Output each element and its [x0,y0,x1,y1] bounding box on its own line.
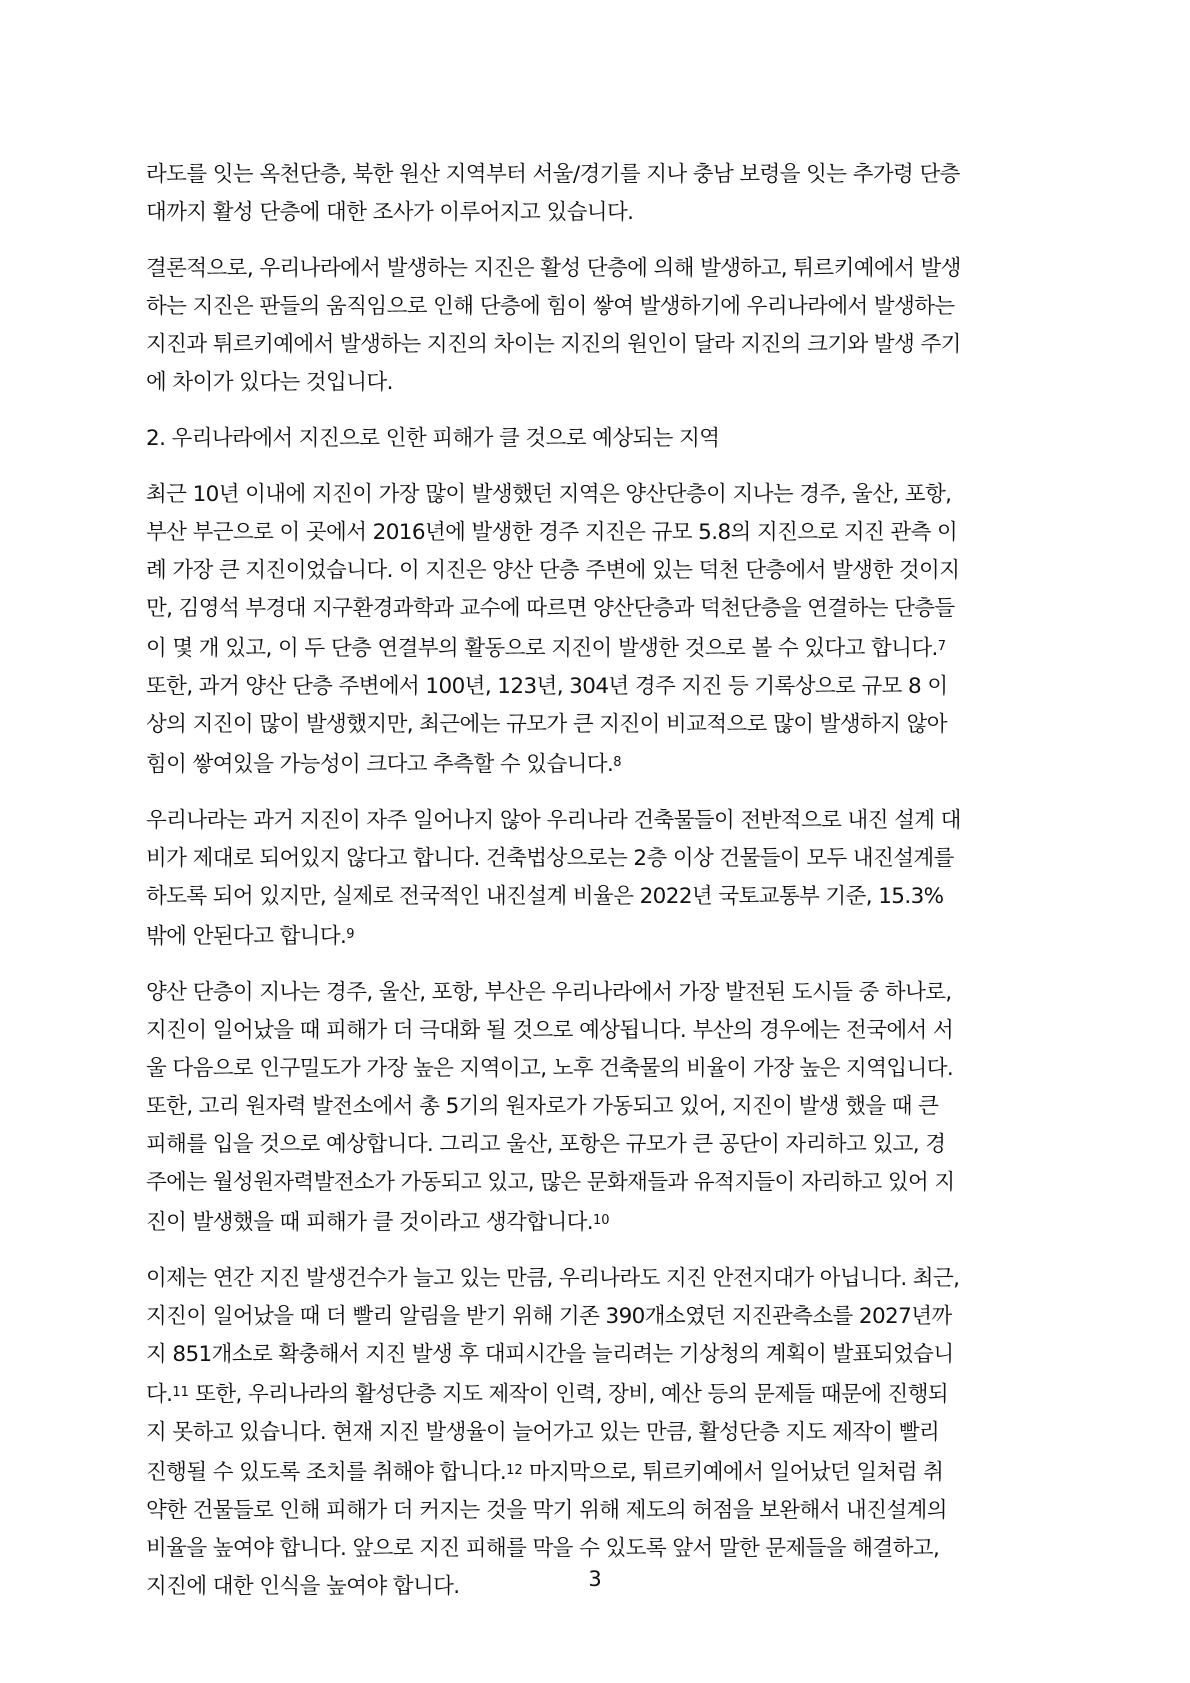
text-line: 상의 지진이 많이 발생했지만, 최근에는 규모가 큰 지진이 비교적으로 많이 발생하지 않아 [146,712,947,737]
text-line: 지진이 일어났을 때 더 빨리 알림을 받기 위해 기존 390개소였던 지진관측소를 2027년까 [146,1304,952,1329]
page-number: 3 [588,1567,602,1591]
text-line: 대까지 활성 단층에 대한 조사가 이루어지고 있습니다. [146,200,634,225]
text-line: 하는 지진은 판들의 움직임으로 인해 단층에 힘이 쌓여 발생하기에 우리나라에서 발생하는 [146,294,955,319]
text-line: 지진이 일어났을 때 피해가 더 극대화 될 것으로 예상됩니다. 부산의 경우에는 전국에서 서 [146,1018,954,1043]
text-line [146,1202,1052,1242]
text-line: 울 다음으로 인구밀도가 가장 높은 지역이고, 노후 건축물의 비율이 가장 높은 지역입니다. [146,1056,954,1081]
footnote-marker: 8 [613,755,622,770]
text-line: 하도록 되어 있지만, 실제로 전국적인 내진설계 비율은 2022년 국토교통부 기준, 15.3% [146,884,944,909]
text-line: 최근 10년 이내에 지진이 가장 많이 발생했던 지역은 양산단층이 지나는 경주, 울산, 포항, [146,482,952,507]
footnote-marker: 10 [593,1213,610,1228]
text-line: 우리나라는 과거 지진이 자주 일어나지 않아 우리나라 건축물들이 전반적으로 내진 설계 대 [146,808,961,833]
line-text: 진행될 수 있도록 조치를 취해야 합니다. [146,1460,507,1485]
text-line: 주에는 월성원자력발전소가 가동되고 있고, 많은 문화재들과 유적지들이 자리하고 있어 지 [146,1170,955,1195]
line-text: 또한, 우리나라의 활성단층 지도 제작이 인력, 장비, 예산 등의 문제들 때문에 진행되 [188,1382,949,1407]
paragraph [146,156,1052,232]
paragraph [146,1260,1052,1606]
section-heading: 2. 우리나라에서 지진으로 인한 피해가 클 것으로 예상되는 지역 [146,426,720,451]
text-line: 비율을 높여야 합니다. 앞으로 지진 피해를 막을 수 있도록 앞서 말한 문제들을 해결하고, [146,1536,940,1561]
paragraph [146,250,1052,402]
text-line [146,916,1052,956]
text-line: 약한 건물들로 인해 피해가 더 커지는 것을 막기 위해 제도의 허점을 보완해서 내진설계의 [146,1498,947,1523]
footnote-marker: 12 [506,1463,523,1478]
text-line [146,1452,1052,1492]
document-page [146,156,1052,1624]
text-line: 또한, 고리 원자력 발전소에서 총 5기의 원자로가 가동되고 있어, 지진이 발생 했을 때 큰 [146,1094,939,1119]
text-line: 결론적으로, 우리나라에서 발생하는 지진은 활성 단층에 의해 발생하고, 튀르키예에서 발생 [146,256,961,281]
text-line: 부산 부근으로 이 곳에서 2016년에 발생한 경주 지진은 규모 5.8의 지진으로 지진 관측 이 [146,520,958,545]
line-text: 진이 발생했을 때 피해가 클 것이라고 생각합니다. [146,1210,594,1235]
footnote-marker: 7 [937,639,947,654]
line-text: 힘이 쌓여있을 가능성이 크다고 추측할 수 있습니다. [146,752,614,777]
text-line: 이제는 연간 지진 발생건수가 늘고 있는 만큼, 우리나라도 지진 안전지대가 아닙니다. 최근, [146,1266,960,1291]
text-line: 비가 제대로 되어있지 않다고 합니다. 건축법상으로는 2층 이상 건물들이 모두 내진설계를 [146,846,954,871]
text-line: 지 못하고 있습니다. 현재 지진 발생율이 늘어가고 있는 만큼, 활성단층 지도 제작이 빨리 [146,1420,940,1445]
text-line: 피해를 입을 것으로 예상합니다. 그리고 울산, 포항은 규모가 큰 공단이 자리하고 있고, 경 [146,1132,946,1157]
line-text: 다. [146,1382,173,1407]
line-text: 이 몇 개 있고, 이 두 단층 연결부의 활동으로 지진이 발생한 것으로 볼 수 있다고 합니다. [146,636,938,661]
text-line [146,1374,1052,1414]
paragraph [146,476,1052,784]
text-line: 만, 김영석 부경대 지구환경과학과 교수에 따르면 양산단층과 덕천단층을 연결하는 단층들 [146,596,955,621]
text-line [146,628,1052,668]
text-line [146,744,1052,784]
text-line: 지 851개소로 확충해서 지진 발생 후 대피시간을 늘리려는 기상청의 계획이 발표되었습니 [146,1342,954,1367]
text-line: 양산 단층이 지나는 경주, 울산, 포항, 부산은 우리나라에서 가장 발전된 도시들 중 하나로, [146,980,952,1005]
line-text: 마지막으로, 튀르키예에서 일어났던 일처럼 취 [522,1460,944,1485]
text-line: 라도를 잇는 옥천단층, 북한 원산 지역부터 서울/경기를 지나 충남 보령을 잇는 추가령 단층 [146,162,960,187]
paragraph [146,802,1052,956]
text-line: 에 차이가 있다는 것입니다. [146,370,393,395]
text-line: 지진에 대한 인식을 높여야 합니다. [146,1574,460,1599]
paragraph [146,974,1052,1242]
line-text: 밖에 안된다고 합니다. [146,924,347,949]
footnote-marker: 9 [346,927,355,942]
footnote-marker: 11 [172,1385,189,1400]
text-line: 례 가장 큰 지진이었습니다. 이 지진은 양산 단층 주변에 있는 덕천 단층에서 발생한 것이지 [146,558,960,583]
text-line: 또한, 과거 양산 단층 주변에서 100년, 123년, 304년 경주 지진 등 기록상으로 규모 8 이 [146,674,948,699]
text-line: 지진과 튀르키예에서 발생하는 지진의 차이는 지진의 원인이 달라 지진의 크기와 발생 주기 [146,332,961,357]
